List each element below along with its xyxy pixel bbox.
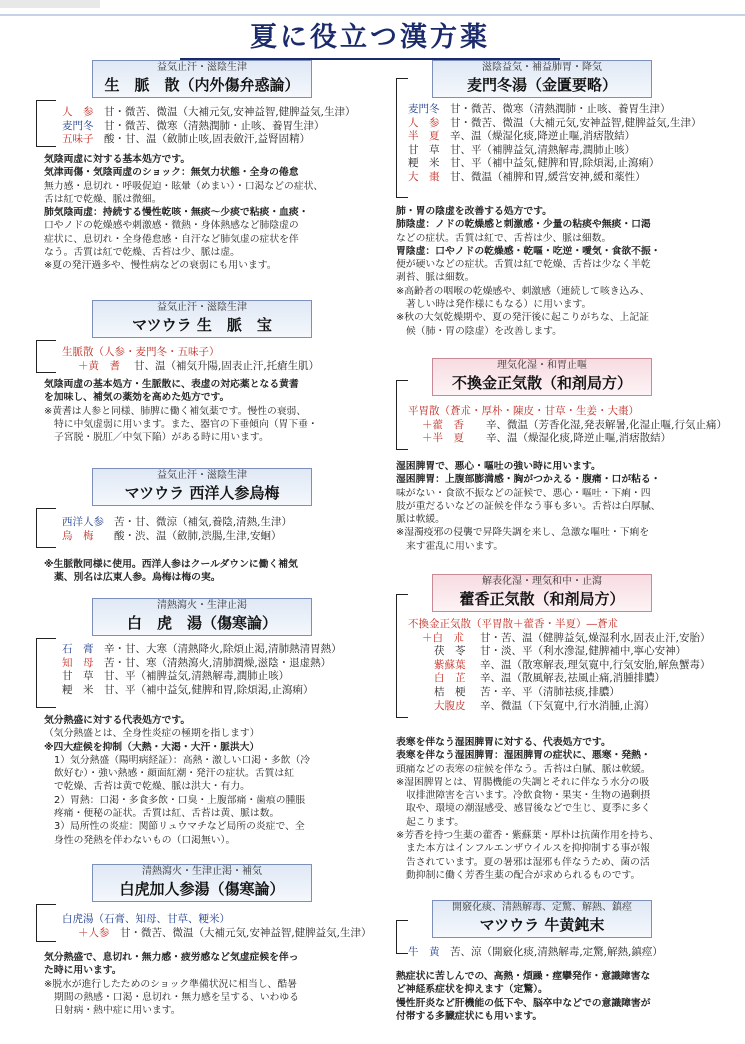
herb-desc: 甘・微苦、微寒（清熱潤肺・止咳、養胃生津） xyxy=(450,103,671,115)
formula-description xyxy=(44,153,374,273)
herb-name: ＋黄 耆 xyxy=(78,359,120,372)
herb-name: 五味子 xyxy=(62,133,94,146)
herb-name: 石 膏 xyxy=(62,643,94,655)
desc-line: 著しい時は発作様にもなる）に用います。 xyxy=(406,299,592,311)
desc-line: （気分熱盛とは、全身性炎症の極期を指します） xyxy=(44,728,260,740)
herb-row xyxy=(408,144,738,158)
formula-name: 藿香正気散（和剤局方） xyxy=(459,590,625,608)
bracket xyxy=(36,100,56,147)
desc-line: 飲好む）・強い熱感・顔面紅潮・発汗の症状。舌質は紅 xyxy=(54,768,295,780)
desc-line: 付帯する多臓症状にも用います。 xyxy=(396,1010,543,1022)
herb-name: 紫蘇葉 xyxy=(434,658,466,671)
herb-list xyxy=(62,516,382,543)
desc-line: ※芳香を持つ生薬の藿香・紫蘇葉・厚朴は抗菌作用を持ち、 xyxy=(396,830,659,842)
herb-desc: 甘、温（補気升陽,固表止汗,托瘡生肌） xyxy=(134,359,320,372)
herb-name: 烏 梅 xyxy=(62,529,94,542)
herb-name: 大 棗 xyxy=(408,170,440,183)
herb-list xyxy=(408,618,738,713)
desc-line: ※秋の大気乾燥期や、夏の発汗後に起こりがちな、上記証 xyxy=(396,312,649,324)
formula-header-goou xyxy=(432,900,652,938)
herb-desc: 甘、平（補中益気,健脾和胃,除煩渇,止瀉痢） xyxy=(450,157,660,170)
desc-line: で乾燥、舌苔は黄で乾燥、脈は洪大・有力。 xyxy=(54,781,250,793)
herb-list xyxy=(62,106,382,147)
desc-line: ※生脈散同様に使用。西洋人参はクールダウンに働く補気 xyxy=(44,559,298,570)
herb-row xyxy=(62,360,382,374)
desc-line: 3）局所性の炎症：関節リュウマチなど局所の炎症で、全 xyxy=(54,821,305,833)
desc-line: 口やノドの乾燥感や刺激感・微熱・身体熱感など肺陰虚の xyxy=(44,220,299,232)
herb-row xyxy=(408,645,738,659)
herb-row xyxy=(408,103,738,117)
herb-name: 不換金正気散（平胃散＋藿香・半夏）―蒼朮 xyxy=(408,618,618,630)
herb-row xyxy=(408,171,738,185)
desc-line: 収排泄障害を言います。冷飲食物・果実・生物の過剰摂 xyxy=(406,790,651,802)
herb-desc: 辛・甘、大寒（清熱降火,除煩止渇,清肺熱清胃熱） xyxy=(104,643,342,655)
herb-name: 桔 梗 xyxy=(434,685,466,698)
herb-name: 甘 草 xyxy=(408,143,440,156)
herb-name: 白 芷 xyxy=(434,672,466,685)
herb-desc: 酸・渋、温（斂肺,渋腸,生津,安蛔） xyxy=(114,529,282,542)
formula-header-byakkokaninjinto xyxy=(92,864,312,902)
desc-line: 味がない・食欲不振などの証候で、悪心・嘔吐・下痢・四 xyxy=(396,487,651,499)
desc-line: ※高齢者の咽喉の乾燥感や、刺激感（連続して咳き込み、 xyxy=(396,285,650,297)
herb-desc: 甘、微温（補脾和胃,緩営安神,緩和薬性） xyxy=(450,170,646,183)
bracket xyxy=(396,594,408,718)
herb-name: 白虎湯（石膏、知母、甘草、粳米） xyxy=(62,913,230,925)
herb-desc: 苦・甘、微涼（補気,養陰,清熱,生津） xyxy=(114,516,293,528)
desc-line: 動抑制に働く芳香生薬の配合が求められるものです。 xyxy=(406,869,641,881)
desc-line: 症状に、息切れ・全身倦怠感・自汗など肺気虚の症状を伴 xyxy=(44,233,299,245)
herb-desc: 酸・甘、温（斂肺止咳,固表斂汗,益腎固精） xyxy=(104,133,311,146)
desc-line: 熱症状に苦しんでの、高熱・煩躁・痙攣発作・意識障害な xyxy=(396,971,651,982)
formula-header-seimyakusan xyxy=(92,60,312,98)
herb-desc: 辛、温（散寒解表,理気寛中,行気安胎,解魚蟹毒） xyxy=(480,658,711,671)
herb-desc: 甘・微苦、微寒（清熱潤肺・止咳、養胃生津） xyxy=(104,119,325,132)
herb-desc: 甘・微苦、微温（大補元気,安神益智,健脾益気,生津） xyxy=(450,116,702,129)
desc-line: 来す霍乱に用います。 xyxy=(406,540,504,552)
desc-line: ※湿濁疫邪の侵襲で昇降失調を来し、急激な嘔吐・下痢を xyxy=(396,527,650,539)
desc-line: ※四大症候を抑制（大熱・大渇・大汗・脈洪大） xyxy=(44,741,260,753)
desc-line: また本方はインフルエンザウイルスを抑抑制する事が報 xyxy=(406,843,650,855)
herb-row xyxy=(408,659,738,673)
herb-name: 牛 黄 xyxy=(408,946,440,958)
formula-description xyxy=(44,951,374,1017)
herb-list xyxy=(408,103,738,185)
herb-list xyxy=(62,913,382,940)
desc-line: 胃陰虚：口やノドの乾燥感・乾嘔・吃逆・噯気・食欲不振・ xyxy=(396,245,661,257)
formula-description xyxy=(44,558,374,585)
desc-line: 気分熱盛に対する代表処方です。 xyxy=(44,715,191,726)
herb-list xyxy=(408,405,738,446)
herb-row xyxy=(62,670,382,684)
herb-row xyxy=(408,686,738,700)
herb-row xyxy=(408,432,738,446)
formula-header-kakkoshokisan xyxy=(432,574,652,612)
desc-line: 表寒を伴なう湿困脾胃に対する、代表処方です。 xyxy=(396,737,611,748)
herb-row xyxy=(408,672,738,686)
desc-line: 疼痛・便秘の証状。舌質は紅、舌苔は黄、脈は数。 xyxy=(54,808,280,820)
herb-row xyxy=(62,913,382,927)
formula-description xyxy=(44,378,374,444)
desc-line: 起こります。 xyxy=(406,816,464,828)
herb-name: 知 母 xyxy=(62,656,94,669)
herb-desc: 甘・微苦、微温（大補元気,安神益智,健脾益気,生津） xyxy=(120,926,372,939)
formula-header-fukankinshokisan xyxy=(432,358,652,396)
herb-desc: 甘、平（補脾益気,清熱解毒,潤肺止咳） xyxy=(104,670,290,683)
herb-name: 西洋人参 xyxy=(62,516,104,528)
herb-list xyxy=(62,643,382,697)
herb-row xyxy=(408,700,738,714)
desc-line: ※脱水が進行したためのショック準備状況に相当し、酷暑 xyxy=(44,978,297,990)
desc-line: 日射病・熱中症に用います。 xyxy=(54,1005,181,1017)
bracket xyxy=(36,904,56,942)
herb-row xyxy=(62,106,382,120)
herb-desc: 苦、涼（開竅化痰,清熱解毒,定驚,解熱,鎮痙） xyxy=(450,946,663,958)
herb-desc: 辛、温（散風解表,祛風止痛,消腫排膿） xyxy=(480,672,666,685)
formula-name: 不換金正気散（和剤局方） xyxy=(451,374,632,392)
formula-description xyxy=(44,714,374,847)
herb-name: 人 参 xyxy=(408,116,440,129)
desc-line: ※黄耆は人参と同様、肺脾に働く補気薬です。慢性の衰弱、 xyxy=(44,405,307,417)
desc-line: 期間の熱感・口渇・息切れ・無力感を呈する、いわゆる xyxy=(54,991,299,1003)
herb-row xyxy=(408,946,738,960)
desc-line: た時に用います。 xyxy=(44,965,122,977)
herb-name: 生脈散（人参・麦門冬・五味子） xyxy=(62,346,220,358)
desc-line: 湿困脾胃：上腹部膨満感・胸がつかえる・腹痛・口が粘る・ xyxy=(396,474,661,486)
herb-row xyxy=(62,133,382,147)
formula-name: 麦門冬湯（金匱要略） xyxy=(466,76,617,94)
formula-action: 益気止汗・滋陰生津 xyxy=(157,302,247,313)
desc-line: 気分熱盛で、息切れ・無力感・疲労感など気虚症候を伴っ xyxy=(44,952,299,963)
desc-line: 1）気分熱盛（陽明病経証）：高熱・激しい口渇・多飲（冷 xyxy=(54,754,311,766)
formula-description xyxy=(396,460,741,553)
herb-row xyxy=(408,419,738,433)
bracket xyxy=(36,508,56,548)
desc-line: 薬、別名は広東人参。烏梅は梅の実。 xyxy=(54,572,221,584)
desc-line: 子宮脱・脱肛／中気下陥）がある時に用います。 xyxy=(54,432,269,444)
herb-desc: 辛、温（燥湿化痰,降逆止嘔,消痞散結） xyxy=(486,432,672,445)
formula-action: 理気化湿・和胃止嘔 xyxy=(497,360,587,371)
formula-action: 清熱瀉火・生津止渇 xyxy=(157,600,247,611)
herb-name: 粳 米 xyxy=(408,157,440,170)
desc-line: 舌は紅で乾燥、脈は微細。 xyxy=(44,193,162,205)
herb-name: 粳 米 xyxy=(62,683,94,696)
herb-name: ＋人参 xyxy=(78,926,110,939)
bracket xyxy=(396,78,408,198)
desc-line: 肺陰虚：ノドの乾燥感と刺激感・少量の粘痰や無痰・口渇 xyxy=(396,219,651,231)
desc-line: 気津両傷・気陰両虚のショック：無気力状態・全身の倦怠 xyxy=(44,167,299,179)
herb-name: ＋藿 香 xyxy=(422,418,464,431)
herb-name: 麦門冬 xyxy=(62,119,94,132)
herb-name: 茯 苓 xyxy=(434,645,466,658)
page-title: 夏に役立つ漢方薬 xyxy=(180,20,560,60)
desc-line: ど神経系症状を抑えます（定驚）。 xyxy=(396,984,548,996)
herb-row xyxy=(62,346,382,360)
herb-name: 平胃散（蒼朮・厚朴・陳皮・甘草・生姜・大棗） xyxy=(408,405,639,417)
formula-name: マツウラ 生 脈 宝 xyxy=(132,316,272,334)
formula-action: 清熱瀉火・生津止渇・補気 xyxy=(142,866,262,877)
bracket xyxy=(36,340,56,373)
herb-desc: 辛、微温（下気寛中,行水消腫,止瀉） xyxy=(480,699,655,712)
top-rule xyxy=(0,14,745,16)
herb-desc: 甘、平（補中益気,健脾和胃,除煩渇,止瀉痢） xyxy=(104,683,314,696)
herb-row xyxy=(62,684,382,698)
desc-line: ※湿困脾胃とは、胃腸機能の失調とそれに伴なう水分の吸 xyxy=(396,776,650,788)
formula-action: 益気止汗・滋陰生津 xyxy=(157,62,247,73)
herb-name: ＋白 朮 xyxy=(422,631,464,644)
desc-line: ※夏の発汗過多や、慢性病などの衰弱にも用います。 xyxy=(44,260,277,272)
herb-row xyxy=(62,927,382,941)
herb-list xyxy=(62,346,382,373)
corner-mark xyxy=(0,0,100,8)
herb-row xyxy=(408,130,738,144)
desc-line: 候（肺・胃の陰虚）を改善します。 xyxy=(406,325,562,337)
formula-header-seimyakuho xyxy=(92,300,312,338)
formula-action: 益気止汗・滋陰生津 xyxy=(157,470,247,481)
formula-action: 滋陰益気・補益肺胃・降気 xyxy=(482,62,602,73)
desc-line: なう。舌質は紅で乾燥、舌苔は少、脈は虚。 xyxy=(44,247,240,259)
herb-desc: 甘・淡、平（利水滲湿,健脾補中,寧心安神） xyxy=(480,645,687,658)
herb-desc: 甘、平（補脾益気,清熱解毒,潤肺止咳） xyxy=(450,143,636,156)
formula-description xyxy=(396,205,741,338)
desc-line: 肢が重だるいなどの証候を伴なう事も多い。舌苔は白厚膩、 xyxy=(396,500,661,512)
formula-header-seiyouninjin xyxy=(92,468,312,506)
herb-desc: 辛、温（燥湿化痰,降逆止嘔,消痞散結） xyxy=(450,130,636,143)
herb-list xyxy=(408,946,738,960)
herb-row xyxy=(62,530,382,544)
formula-description xyxy=(396,736,741,882)
herb-desc: 甘・苦、温（健脾益気,燥湿利水,固表止汗,安胎） xyxy=(480,631,711,644)
desc-line: 無力感・息切れ・呼吸促迫・眩暈（めまい）・口渇などの症状、 xyxy=(44,180,324,192)
desc-line: 告されています。夏の暑邪は湿邪も伴なうため、菌の活 xyxy=(406,856,650,868)
herb-row xyxy=(408,157,738,171)
desc-line: 取や、環境の潮湿感受、感冒後などで生じ、夏季に多く xyxy=(406,803,651,815)
herb-name: 麦門冬 xyxy=(408,103,440,115)
desc-line: 身性の発熱を伴わないもの（口渇無い）。 xyxy=(54,834,236,846)
desc-line: 2）胃熱：口渇・多食多飲・口臭・上腹部痛・歯痕の腫脹 xyxy=(54,794,306,806)
desc-line: 特に中気虚弱に用います。また、器官の下垂傾向（胃下垂・ xyxy=(54,418,318,430)
formula-name: 白 虎 湯（傷寒論） xyxy=(126,614,277,632)
desc-line: 肺気陰両虚：持続する慢性乾咳・無痰～少痰で粘痰・血痰・ xyxy=(44,207,309,219)
formula-name: マツウラ 牛黄鈍末 xyxy=(479,916,605,934)
herb-row xyxy=(408,405,738,419)
herb-desc: 甘・微苦、微温（大補元気,安神益智,健脾益気,生津） xyxy=(104,106,356,118)
herb-row xyxy=(62,657,382,671)
herb-name: 大腹皮 xyxy=(434,699,466,712)
herb-name: 半 夏 xyxy=(408,130,440,143)
herb-desc: 苦・甘、寒（清熱瀉火,清肺潤燥,滋陰・退虚熱） xyxy=(104,656,332,669)
desc-line: 湿困脾胃で、悪心・嘔吐の強い時に用います。 xyxy=(396,461,601,472)
herb-name: ＋半 夏 xyxy=(422,432,464,445)
formula-name: 生 脈 散（内外傷弁惑論） xyxy=(104,76,300,94)
bracket xyxy=(396,920,408,954)
herb-name: 人 参 xyxy=(62,106,94,118)
desc-line: 脈は軟緩。 xyxy=(396,514,445,526)
herb-row xyxy=(62,643,382,657)
herb-row xyxy=(62,120,382,134)
desc-line: を加味し、補気の薬効を高めた処方です。 xyxy=(44,392,230,404)
herb-name: 甘 草 xyxy=(62,670,94,683)
formula-header-bakumondoto xyxy=(432,60,652,98)
desc-line: 剥苔、脈は細数。 xyxy=(396,272,475,284)
desc-line: 気陰両虚に対する基本処方です。 xyxy=(44,154,191,165)
herb-row xyxy=(62,516,382,530)
desc-line: 肺・胃の陰虚を改善する処方です。 xyxy=(396,206,552,217)
herb-desc: 苦・辛、平（清肺祛痰,排膿） xyxy=(480,685,620,698)
desc-line: 慢性肝炎など肝機能の低下や、脳卒中などでの意識障害が xyxy=(396,997,651,1009)
desc-line: 頭痛などの表寒の症候を伴なう。舌苔は白膩、脈は軟緩。 xyxy=(396,763,651,775)
formula-action: 解表化湿・理気和中・止瀉 xyxy=(482,576,602,587)
formula-header-byakkoto xyxy=(92,598,312,636)
formula-description xyxy=(396,970,741,1023)
formula-name: 白虎加人参湯（傷寒論） xyxy=(119,880,285,898)
formula-action: 開竅化痰、清熱解毒、定驚、解熱、鎮痙 xyxy=(452,902,632,913)
herb-row xyxy=(408,618,738,632)
desc-line: 表寒を伴なう湿困脾胃：湿困脾胃の症状に、悪寒・発熱・ xyxy=(396,750,651,762)
desc-line: などの症状。舌質は紅で、舌苔は少、脈は細数。 xyxy=(396,232,612,244)
bracket xyxy=(36,638,56,708)
herb-row xyxy=(408,117,738,131)
herb-row xyxy=(408,632,738,646)
herb-desc: 辛、微温（芳香化湿,発表解暑,化湿止嘔,行気止痛） xyxy=(486,418,728,431)
bracket xyxy=(396,380,408,450)
desc-line: 気陰両虚の基本処方・生脈散に、表虚の対応薬となる黄耆 xyxy=(44,379,299,390)
desc-line: 便が硬いなどの症状。舌質は紅で乾燥、舌苔は少なく半乾 xyxy=(396,259,651,271)
formula-name: マツウラ 西洋人参烏梅 xyxy=(124,484,280,502)
